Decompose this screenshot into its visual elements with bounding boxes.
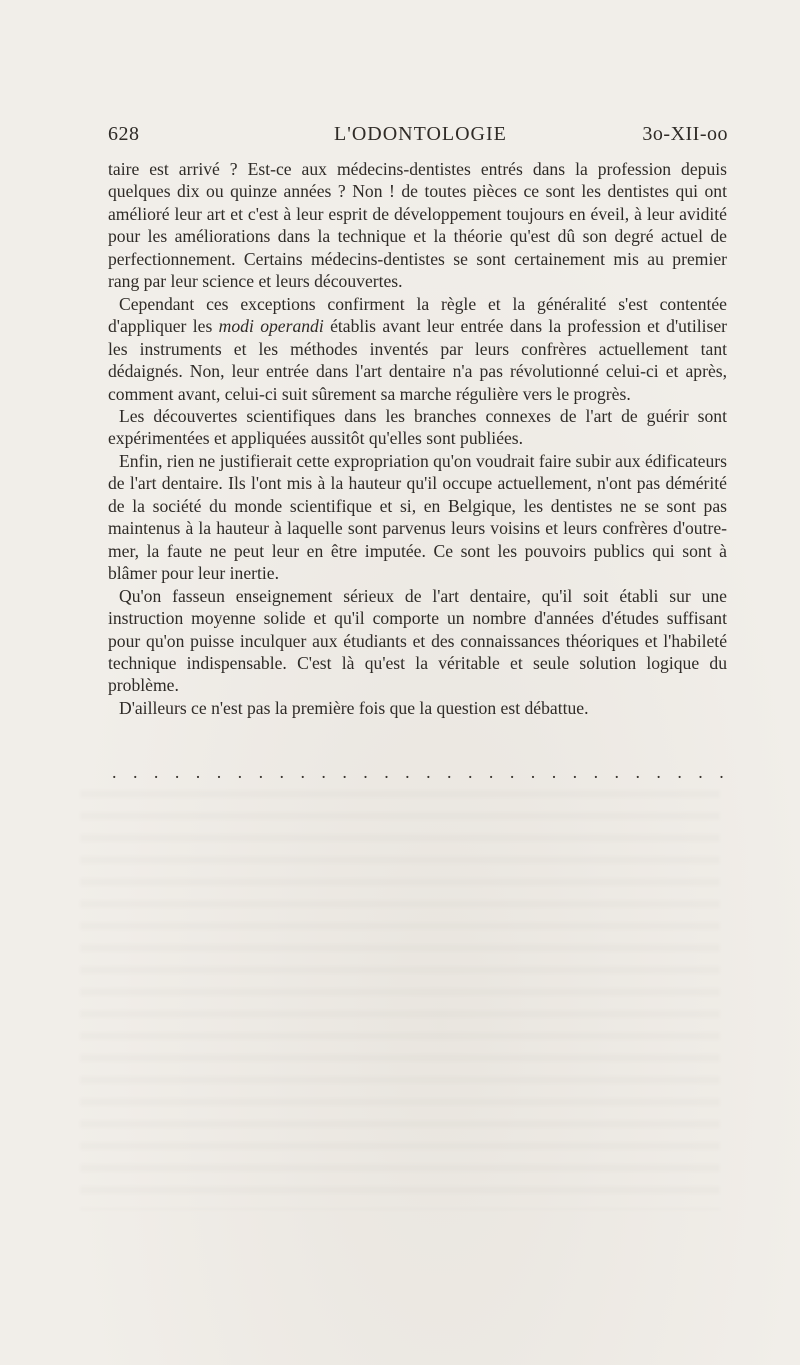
paragraph-5: Qu'on fasseun enseignement sérieux de l'art dentaire, qu'il soit établi sur une instruction moyenne solide et qu'il comporte un nombre d'années d'études suffisant pour qu'on puisse inculquer aux étudiants et des connaissances théoriques et l'habileté technique indispensable. C'est là qu'est la véritable et seule solution logique du problème. — [108, 585, 727, 696]
ellipsis-dot: . — [551, 762, 557, 782]
ellipsis-dot: . — [614, 762, 619, 782]
paragraph-6: D'ailleurs ce n'est pas la première fois que la question est débattue. — [119, 697, 589, 718]
article-body — [108, 158, 727, 719]
ellipsis-dot: . — [656, 762, 661, 782]
ellipsis-dot: . — [447, 762, 452, 782]
ellipsis-dot: . — [677, 762, 682, 782]
ellipsis-dot: . — [153, 762, 159, 782]
ellipsis-dot: . — [593, 762, 599, 782]
ellipsis-dot: . — [258, 762, 264, 782]
paragraph-2-end: établis avant leur entrée dans la profession et d'utiliser les instruments et les méthodes inventés par leurs confrères actuellement tant dédaignés. Non, leur entrée dans l'art dentaire n'a pas révolutionné celui-ci et après, comment avant, celui-ci suit sûrement sa marche régulière vers le progrès. — [108, 316, 727, 404]
ellipsis-dot: . — [195, 762, 201, 782]
paragraph-1: taire est arrivé ? Est-ce aux médecins-dentistes entrés dans la profession depuis quelques dix ou quinze années ? Non ! de toutes pièces ce sont les dentistes qui ont amélioré leur art et c'est à leur esprit de développement toujours en éveil, à leur avidité pour les améliorations dans la technique et la théorie qu'est dû son degré actuel de perfectionnement. Certains médecins-dentistes se sont certainement mis au premier rang par leur science et leurs découvertes. — [108, 159, 727, 292]
ellipsis-dot: . — [279, 762, 284, 782]
ellipsis-dot: . — [488, 762, 494, 782]
page-header — [108, 123, 728, 151]
issue-date: 3o-XII-oo — [642, 123, 728, 145]
ellipsis-dot: . — [237, 762, 243, 782]
ellipsis-dot: . — [321, 762, 326, 782]
page-number: 628 — [108, 123, 140, 145]
paragraph-2-italic-term: modi operandi — [218, 316, 324, 337]
ellipsis-dot: . — [384, 762, 389, 782]
ellipsis-dot: . — [572, 762, 578, 782]
ellipsis-dot: . — [405, 762, 410, 782]
ellipsis-dot: . — [509, 762, 515, 782]
ellipsis-dot: . — [132, 762, 138, 782]
ellipsis-row — [112, 762, 724, 783]
ellipsis-dot: . — [112, 762, 117, 782]
ellipsis-dot: . — [426, 762, 431, 782]
ellipsis-dot: . — [635, 762, 640, 782]
ellipsis-dot: . — [300, 762, 305, 782]
ellipsis-dot: . — [530, 762, 536, 782]
running-title: L'ODONTOLOGIE — [334, 123, 507, 145]
paragraph-3: Les découvertes scientifiques dans les branches connexes de l'art de guérir sont expérimentées et appliquées aussitôt qu'elles sont publiées. — [108, 405, 727, 449]
show-through-texture — [80, 790, 720, 1210]
ellipsis-dot: . — [216, 762, 222, 782]
ellipsis-dot: . — [342, 762, 347, 782]
ellipsis-dot: . — [698, 762, 703, 782]
ellipsis-dot: . — [719, 762, 724, 782]
ellipsis-dot: . — [174, 762, 180, 782]
ellipsis-dot: . — [363, 762, 368, 782]
ellipsis-dot: . — [467, 762, 473, 782]
paragraph-2-start: Cependant ces exceptions confirment la règle et la généralité s'est contentée d'appliquer les — [108, 293, 727, 337]
paragraph-4: Enfin, rien ne justifierait cette expropriation qu'on voudrait faire subir aux édificateurs de l'art dentaire. Ils l'ont mis à la hauteur qu'il occupe actuellement, n'ont pas démérité de la société du monde scientifique et si, en Belgique, les dentistes ne se sont pas maintenus à la hauteur à laquelle sont parvenus leurs voisins et leurs confrères d'outre-mer, la faute ne peut leur en être imputée. Ce sont les pouvoirs publics qui sont à blâmer pour leur inertie. — [108, 450, 727, 584]
paragraph-2 — [108, 293, 727, 405]
